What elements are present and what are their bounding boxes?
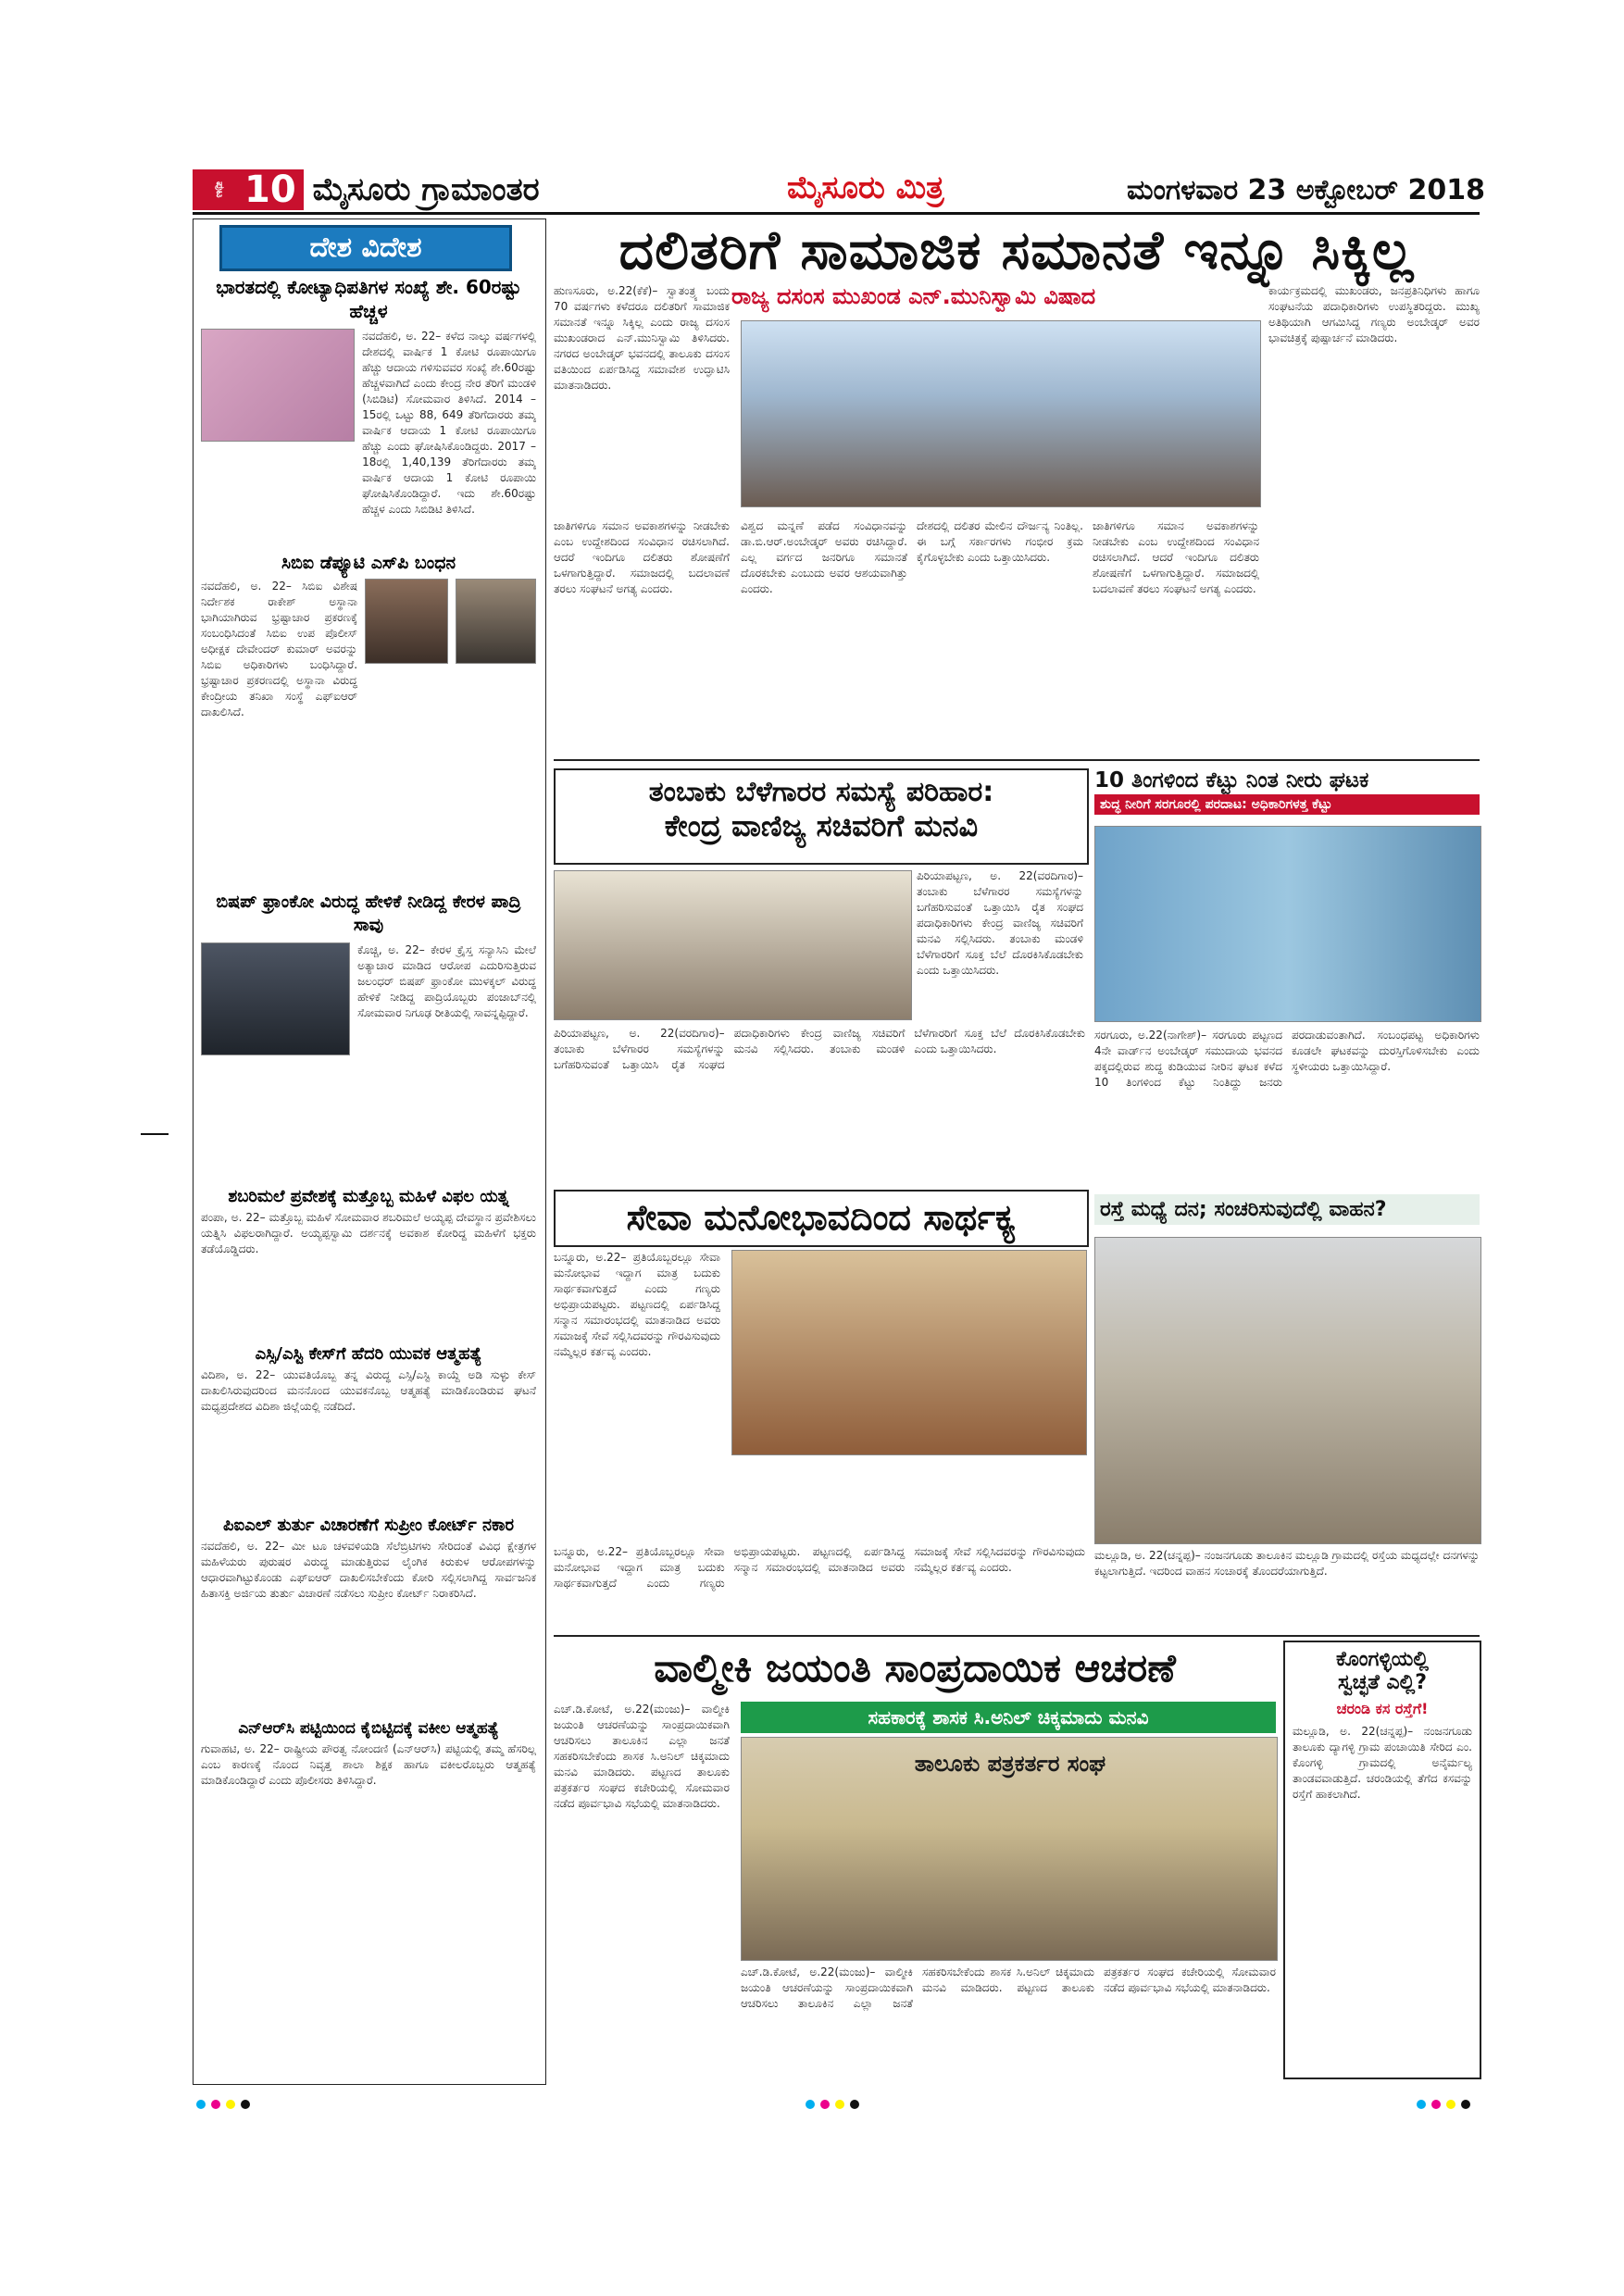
valmiki-meeting-photo — [741, 1737, 1278, 1961]
water-headline: 10 ತಿಂಗಳಿಂದ ಕೆಟ್ಟು ನಿಂತ ನೀರು ಘಟಕ — [1094, 768, 1369, 792]
road-headline-block — [1094, 1194, 1480, 1229]
lead-event-photo — [741, 320, 1261, 507]
story-body: ಪಂಪಾ, ಅ. 22– ಮತ್ತೊಬ್ಬ ಮಹಿಳೆ ಸೋಮವಾರ ಶಬರಿಮಲೆ ಅಯ್ಯಪ್ಪ ದೇವಸ್ಥಾನ ಪ್ರವೇಶಿಸಲು ಯತ್ನಿಸಿ ವಿಫಲರಾಗಿದ್ದಾರೆ. ಅಯ್ಯಪ್ಪಸ್ವಾಮಿ ದರ್ಶನಕ್ಕೆ ಅವಕಾಶ ಕೋರಿದ್ದ ಮಹಿಳೆಗೆ ಭಕ್ತರು ತಡೆಯೊಡ್ಡಿದರು. — [201, 1211, 536, 1255]
story-body: ಗುವಾಹಟಿ, ಅ. 22– ರಾಷ್ಟ್ರೀಯ ಪೌರತ್ವ ನೋಂದಣಿ (ಎನ್‌ಆರ್‌ಸಿ) ಪಟ್ಟಿಯಲ್ಲಿ ತಮ್ಮ ಹೆಸರಿಲ್ಲ ಎಂಬ ಕಾರಣಕ್ಕೆ ನೊಂದ ನಿವೃತ್ತ ಶಾಲಾ ಶಿಕ್ಷಕ ಹಾಗೂ ವಕೀಲರೊಬ್ಬರು ಆತ್ಮಹತ್ಯೆ ಮಾಡಿಕೊಂಡಿದ್ದಾರೆ ಎಂದು ಪೊಲೀಸರು ತಿಳಿಸಿದ್ದಾರೆ. — [201, 1742, 536, 1787]
world-news-column — [193, 218, 546, 2085]
registration-mark — [141, 1133, 169, 1135]
seva-headline-box — [554, 1190, 1089, 1247]
story-scst-case — [201, 1344, 536, 1520]
water-subhead: ಶುದ್ಧ ನೀರಿಗೆ ಸರಗೂರಲ್ಲಿ ಪರದಾಟ: ಅಧಿಕಾರಿಗಳತ್ತ ಕೆಟ್ಟು — [1094, 794, 1480, 815]
road-headline: ರಸ್ತೆ ಮಧ್ಯೆ ದನ; ಸಂಚರಿಸುವುದೆಲ್ಲಿ ವಾಹನ? — [1094, 1194, 1480, 1225]
section-title: ಮೈಸೂರು ಗ್ರಾಮಾಂತರ — [312, 171, 540, 208]
story-headline: ಪಿಐಎಲ್ ತುರ್ತು ವಿಚಾರಣೆಗೆ ಸುಪ್ರೀಂ ಕೋರ್ಟ್ ನಕಾರ — [223, 1516, 514, 1535]
section-badge: ದೇಶ ವಿದೇಶ — [219, 225, 512, 271]
priest-photo — [201, 942, 350, 1055]
kongalli-headline-2: ಸ್ವಚ್ಛತೆ ಎಲ್ಲಿ? — [1337, 1671, 1428, 1694]
story-body: ಕೊಚ್ಚಿ, ಅ. 22– ಕೇರಳ ಕ್ರೈಸ್ತ ಸನ್ಯಾಸಿನಿ ಮೇಲೆ ಅತ್ಯಾಚಾರ ಮಾಡಿದ ಆರೋಪ ಎದುರಿಸುತ್ತಿರುವ ಜಲಂಧರ್ ಬಿಷಪ್ ಫ್ರಾಂಕೋ ಮುಳಕ್ಕಲ್ ವಿರುದ್ಧ ಹೇಳಿಕೆ ನೀಡಿದ್ದ ಪಾದ್ರಿಯೊಬ್ಬರು ಪಂಜಾಬ್‌ನಲ್ಲಿ ಸೋಮವಾರ ನಿಗೂಢ ರೀತಿಯಲ್ಲಿ ಸಾವನ್ನಪ್ಪಿದ್ದಾರೆ. — [357, 943, 536, 1019]
lead-column-1: ಹುಣಸೂರು, ಅ.22(ಕೆಕೆ)– ಸ್ವಾತಂತ್ರ್ಯ ಬಂದು 70 ವರ್ಷಗಳು ಕಳೆದರೂ ದಲಿತರಿಗೆ ಸಾಮಾಜಿಕ ಸಮಾನತೆ ಇನ್ನೂ ಸಿಕ್ಕಿಲ್ಲ ಎಂದು ರಾಜ್ಯ ದಸಂಸ ಮುಖಂಡರಾದ ಎನ್.ಮುನಿಸ್ವಾಮಿ ತಿಳಿಸಿದರು. ನಗರದ ಅಂಬೇಡ್ಕರ್ ಭವನದಲ್ಲಿ ತಾಲೂಕು ದಸಂಸ ವತಿಯಿಂದ ಏರ್ಪಡಿಸಿದ್ದ ಸಮಾವೇಶ ಉದ್ಘಾಟಿಸಿ ಮಾತನಾಡಿದರು. — [554, 284, 730, 392]
water-body: ಸರಗೂರು, ಅ.22(ನಾಗೇಶ್)– ಸರಗೂರು ಪಟ್ಟಣದ 4ನೇ ವಾರ್ಡ್‌ನ ಅಂಬೇಡ್ಕರ್ ಸಮುದಾಯ ಭವನದ ಪಕ್ಕದಲ್ಲಿರುವ ಶುದ್ಧ ಕುಡಿಯುವ ನೀರಿನ ಘಟಕ ಕಳೆದ 10 ತಿಂಗಳಿಂದ ಕೆಟ್ಟು ನಿಂತಿದ್ದು ಜನರು ಪರದಾಡುವಂತಾಗಿದೆ. ಸಂಬಂಧಪಟ್ಟ ಅಧಿಕಾರಿಗಳು ಕೂಡಲೇ ಘಟಕವನ್ನು ದುರಸ್ತಿಗೊಳಿಸಬೇಕು ಎಂದು ಸ್ಥಳೀಯರು ಒತ್ತಾಯಿಸಿದ್ದಾರೆ. — [1094, 1029, 1480, 1089]
lead-subhead: ರಾಜ್ಯ ದಸಂಸ ಮುಖಂಡ ಎನ್.ಮುನಿಸ್ವಾಮಿ ವಿಷಾದ — [731, 283, 1096, 309]
story-millionaires — [201, 275, 536, 532]
road-cattle-photo — [1094, 1237, 1481, 1544]
story-sabarimala — [201, 1187, 536, 1349]
story-cbi — [201, 553, 536, 884]
lead-headline: ದಲಿತರಿಗೆ ಸಾಮಾಜಿಕ ಸಮಾನತೆ ಇನ್ನೂ ಸಿಕ್ಕಿಲ್ಲ — [618, 218, 1415, 281]
valmiki-banner-text: ತಾಲೂಕು ಪತ್ರಕರ್ತರ ಸಂಘ — [914, 1751, 1106, 1777]
valmiki-strip: ಸಹಕಾರಕ್ಕೆ ಶಾಸಕ ಸಿ.ಅನಿಲ್ ಚಿಕ್ಕಮಾದು ಮನವಿ — [741, 1702, 1276, 1733]
seva-felicitation-photo — [731, 1250, 1087, 1455]
lead-column-5: ಕಾರ್ಯಕ್ರಮದಲ್ಲಿ ಮುಖಂಡರು, ಜನಪ್ರತಿನಿಧಿಗಳು ಹಾಗೂ ಸಂಘಟನೆಯ ಪದಾಧಿಕಾರಿಗಳು ಉಪಸ್ಥಿತರಿದ್ದರು. ಮುಖ್ಯ ಅತಿಥಿಯಾಗಿ ಆಗಮಿಸಿದ್ದ ಗಣ್ಯರು ಅಂಬೇಡ್ಕರ್ ಅವರ ಭಾವಚಿತ್ರಕ್ಕೆ ಪುಷ್ಪಾರ್ಚನೆ ಮಾಡಿದರು. — [1268, 284, 1480, 344]
lead-column-4: ಜಾತಿಗಳಿಗೂ ಸಮಾನ ಅವಕಾಶಗಳನ್ನು ನೀಡಬೇಕು ಎಂಬ ಉದ್ದೇಶದಿಂದ ಸಂವಿಧಾನ ರಚಿಸಲಾಗಿದೆ. ಆದರೆ ಇಂದಿಗೂ ದಲಿತರು ಶೋಷಣೆಗೆ ಒಳಗಾಗುತ್ತಿದ್ದಾರೆ. ಸಮಾಜದಲ್ಲಿ ಬದಲಾವಣೆ ತರಲು ಸಂಘಟನೆ ಅಗತ್ಯ ಎಂದರು. — [1093, 519, 1259, 595]
story-body: ನವದೆಹಲಿ, ಅ. 22– ಮೀ ಟೂ ಚಳವಳಿಯಡಿ ಸೆಲೆಬ್ರಿಟಿಗಳು ಸೇರಿದಂತೆ ವಿವಿಧ ಕ್ಷೇತ್ರಗಳ ಮಹಿಳೆಯರು ಪುರುಷರ ವಿರುದ್ಧ ಮಾಡುತ್ತಿರುವ ಲೈಂಗಿಕ ಕಿರುಕುಳ ಆರೋಪಗಳನ್ನು ಆಧಾರವಾಗಿಟ್ಟುಕೊಂಡು ಎಫ್‌ಐಆರ್ ದಾಖಲಿಸಬೇಕೆಂದು ಕೋರಿ ಸಲ್ಲಿಸಲಾಗಿದ್ದ ಸಾರ್ವಜನಿಕ ಹಿತಾಸಕ್ತಿ ಅರ್ಜಿಯ ತುರ್ತು ವಿಚಾರಣೆ ನಡೆಸಲು ಸುಪ್ರೀಂ ಕೋರ್ಟ್ ನಿರಾಕರಿಸಿದೆ. — [201, 1540, 536, 1600]
tobacco-body: ಪಿರಿಯಾಪಟ್ಟಣ, ಅ. 22(ವರದಿಗಾರ)– ತಂಬಾಕು ಬೆಳೆಗಾರರ ಸಮಸ್ಯೆಗಳನ್ನು ಬಗೆಹರಿಸುವಂತೆ ಒತ್ತಾಯಿಸಿ ರೈತ ಸಂಘದ ಪದಾಧಿಕಾರಿಗಳು ಕೇಂದ್ರ ವಾಣಿಜ್ಯ ಸಚಿವರಿಗೆ ಮನವಿ ಸಲ್ಲಿಸಿದರು. ತಂಬಾಕು ಮಂಡಳಿ ಬೆಳೆಗಾರರಿಗೆ ಸೂಕ್ತ ಬೆಲೆ ದೊರಕಿಸಿಕೊಡಬೇಕು ಎಂದು ಒತ್ತಾಯಿಸಿದರು. — [554, 1027, 1085, 1071]
kongalli-headline-1: ಕೊಂಗಳ್ಳಿಯಲ್ಲಿ — [1335, 1648, 1430, 1671]
valmiki-body-1: ಎಚ್.ಡಿ.ಕೋಟೆ, ಅ.22(ಮಂಜು)– ವಾಲ್ಮೀಕಿ ಜಯಂತಿ ಆಚರಣೆಯನ್ನು ಸಾಂಪ್ರದಾಯಿಕವಾಗಿ ಆಚರಿಸಲು ತಾಲೂಕಿನ ಎಲ್ಲಾ ಜನತೆ ಸಹಕರಿಸಬೇಕೆಂದು ಶಾಸಕ ಸಿ.ಅನಿಲ್ ಚಿಕ್ಕಮಾದು ಮನವಿ ಮಾಡಿದರು. ಪಟ್ಟಣದ ತಾಲೂಕು ಪತ್ರಕರ್ತರ ಸಂಘದ ಕಚೇರಿಯಲ್ಲಿ ಸೋಮವಾರ ನಡೆದ ಪೂರ್ವಭಾವಿ ಸಭೆಯಲ್ಲಿ ಮಾತನಾಡಿದರು. — [554, 1703, 730, 1810]
story-headline: ಎಸ್ಸಿ/ಎಸ್ಟಿ ಕೇಸ್‌ಗೆ ಹೆದರಿ ಯುವಕ ಆತ್ಮಹತ್ಯೆ — [255, 1344, 482, 1364]
lead-column-2: ವಿಶ್ವದ ಮನ್ನಣೆ ಪಡೆದ ಸಂವಿಧಾನವನ್ನು ಡಾ.ಬಿ.ಆರ್.ಅಂಬೇಡ್ಕರ್ ಅವರು ರಚಿಸಿದ್ದಾರೆ. ಎಲ್ಲ ವರ್ಗದ ಜನರಿಗೂ ಸಮಾನತೆ ದೊರಕಬೇಕು ಎಂಬುದು ಅವರ ಆಶಯವಾಗಿತ್ತು ಎಂದರು. — [741, 519, 907, 595]
tobacco-body-side: ಪಿರಿಯಾಪಟ್ಟಣ, ಅ. 22(ವರದಿಗಾರ)– ತಂಬಾಕು ಬೆಳೆಗಾರರ ಸಮಸ್ಯೆಗಳನ್ನು ಬಗೆಹರಿಸುವಂತೆ ಒತ್ತಾಯಿಸಿ ರೈತ ಸಂಘದ ಪದಾಧಿಕಾರಿಗಳು ಕೇಂದ್ರ ವಾಣಿಜ್ಯ ಸಚಿವರಿಗೆ ಮನವಿ ಸಲ್ಲಿಸಿದರು. ತಂಬಾಕು ಮಂಡಳಿ ಬೆಳೆಗಾರರಿಗೆ ಸೂಕ್ತ ಬೆಲೆ ದೊರಕಿಸಿಕೊಡಬೇಕು ಎಂದು ಒತ್ತಾಯಿಸಿದರು. — [917, 869, 1083, 977]
tobacco-headline-2: ಕೇಂದ್ರ ವಾಣಿಜ್ಯ ಸಚಿವರಿಗೆ ಮನವಿ — [664, 808, 979, 843]
story-body: ನವದೆಹಲಿ, ಅ. 22– ಸಿಬಿಐ ವಿಶೇಷ ನಿರ್ದೇಶಕ ರಾಕೇಶ್ ಅಸ್ಥಾನಾ ಭಾಗಿಯಾಗಿರುವ ಭ್ರಷ್ಟಾಚಾರ ಪ್ರಕರಣಕ್ಕೆ ಸಂಬಂಧಿಸಿದಂತೆ ಸಿಬಿಐ ಉಪ ಪೊಲೀಸ್ ಅಧೀಕ್ಷಕ ದೇವೇಂದರ್ ಕುಮಾರ್ ಅವರನ್ನು ಸಿಬಿಐ ಅಧಿಕಾರಿಗಳು ಬಂಧಿಸಿದ್ದಾರೆ. ಭ್ರಷ್ಟಾಚಾರ ಪ್ರಕರಣದಲ್ಲಿ ಅಸ್ಥಾನಾ ವಿರುದ್ಧ ಕೇಂದ್ರೀಯ ತನಿಖಾ ಸಂಸ್ಥೆ ಎಫ್‌ಐಆರ್ ದಾಖಲಿಸಿದೆ. — [201, 580, 358, 718]
story-kerala-priest — [201, 891, 536, 1174]
story-nrc-lawyer — [201, 1719, 536, 1890]
road-caption: ಮಲ್ಲೂಡಿ, ಅ. 22(ಚನ್ನಪ್ಪ)– ನಂಜನಗೂಡು ತಾಲೂಕಿನ ಮಲ್ಲೂಡಿ ಗ್ರಾಮದಲ್ಲಿ ರಸ್ತೆಯ ಮಧ್ಯದಲ್ಲೇ ದನಗಳನ್ನು ಕಟ್ಟಲಾಗುತ್ತಿದೆ. ಇದರಿಂದ ವಾಹನ ಸಂಚಾರಕ್ಕೆ ತೊಂದರೆಯಾಗುತ್ತಿದೆ. — [1094, 1549, 1480, 1578]
bottom-divider — [554, 1635, 1480, 1637]
page-prefix: ಪುಟ — [214, 181, 227, 198]
color-dots-right — [1417, 2100, 1470, 2109]
page-number-box — [193, 169, 304, 210]
story-headline: ಬಿಷಪ್ ಫ್ರಾಂಕೋ ವಿರುದ್ಧ ಹೇಳಿಕೆ ನೀಡಿದ್ದ ಕೇರಳ ಪಾದ್ರಿ ಸಾವು — [216, 892, 521, 935]
story-body: ವಿದಿಶಾ, ಅ. 22– ಯುವತಿಯೊಬ್ಬ ತನ್ನ ವಿರುದ್ಧ ಎಸ್ಸಿ/ಎಸ್ಟಿ ಕಾಯ್ದೆ ಅಡಿ ಸುಳ್ಳು ಕೇಸ್ ದಾಖಲಿಸಿರುವುದರಿಂದ ಮನನೊಂದ ಯುವಕನೊಬ್ಬ ಆತ್ಮಹತ್ಯೆ ಮಾಡಿಕೊಂಡಿರುವ ಘಟನೆ ಮಧ್ಯಪ್ರದೇಶದ ವಿದಿಶಾ ಜಿಲ್ಲೆಯಲ್ಲಿ ನಡೆದಿದೆ. — [201, 1368, 536, 1413]
story-headline: ಎನ್‌ಆರ್‌ಸಿ ಪಟ್ಟಿಯಿಂದ ಕೈಬಿಟ್ಟಿದಕ್ಕೆ ವಕೀಲ ಆತ್ಮಹತ್ಯೆ — [238, 1719, 499, 1738]
water-plant-photo — [1094, 826, 1481, 1022]
officer-photo-1 — [365, 579, 448, 664]
lead-column-1b: ಜಾತಿಗಳಿಗೂ ಸಮಾನ ಅವಕಾಶಗಳನ್ನು ನೀಡಬೇಕು ಎಂಬ ಉದ್ದೇಶದಿಂದ ಸಂವಿಧಾನ ರಚಿಸಲಾಗಿದೆ. ಆದರೆ ಇಂದಿಗೂ ದಲಿತರು ಶೋಷಣೆಗೆ ಒಳಗಾಗುತ್ತಿದ್ದಾರೆ. ಸಮಾಜದಲ್ಲಿ ಬದಲಾವಣೆ ತರಲು ಸಂಘಟನೆ ಅಗತ್ಯ ಎಂದರು. — [554, 519, 730, 595]
tobacco-headline-1: ತಂಬಾಕು ಬೆಳೆಗಾರರ ಸಮಸ್ಯೆ ಪರಿಹಾರ: — [648, 776, 994, 808]
story-headline: ಶಬರಿಮಲೆ ಪ್ರವೇಶಕ್ಕೆ ಮತ್ತೊಬ್ಬ ಮಹಿಳೆ ವಿಫಲ ಯತ್ನ — [228, 1187, 509, 1206]
currency-notes-photo — [201, 329, 355, 442]
water-headline-block — [1094, 768, 1480, 822]
valmiki-headline: ವಾಲ್ಮೀಕಿ ಜಯಂತಿ ಸಾಂಪ್ರದಾಯಿಕ ಆಚರಣೆ — [654, 1645, 1176, 1691]
story-headline: ಸಿಬಿಐ ಡೆಪ್ಯೂಟಿ ಎಸ್‌ಪಿ ಬಂಧನ — [281, 553, 456, 573]
story-headline: ಭಾರತದಲ್ಲಿ ಕೋಟ್ಯಾಧಿಪತಿಗಳ ಸಂಖ್ಯೆ ಶೇ. 60ರಷ್ಟು ಹೆಚ್ಚಳ — [216, 276, 521, 322]
color-dots-left — [196, 2100, 250, 2109]
valmiki-body-2: ಎಚ್.ಡಿ.ಕೋಟೆ, ಅ.22(ಮಂಜು)– ವಾಲ್ಮೀಕಿ ಜಯಂತಿ ಆಚರಣೆಯನ್ನು ಸಾಂಪ್ರದಾಯಿಕವಾಗಿ ಆಚರಿಸಲು ತಾಲೂಕಿನ ಎಲ್ಲಾ ಜನತೆ ಸಹಕರಿಸಬೇಕೆಂದು ಶಾಸಕ ಸಿ.ಅನಿಲ್ ಚಿಕ್ಕಮಾದು ಮನವಿ ಮಾಡಿದರು. ಪಟ್ಟಣದ ತಾಲೂಕು ಪತ್ರಕರ್ತರ ಸಂಘದ ಕಚೇರಿಯಲ್ಲಿ ಸೋಮವಾರ ನಡೆದ ಪೂರ್ವಭಾವಿ ಸಭೆಯಲ್ಲಿ ಮಾತನಾಡಿದರು. — [741, 1965, 1276, 2010]
seva-body-1: ಬನ್ನೂರು, ಅ.22– ಪ್ರತಿಯೊಬ್ಬರಲ್ಲೂ ಸೇವಾ ಮನೋಭಾವ ಇದ್ದಾಗ ಮಾತ್ರ ಬದುಕು ಸಾರ್ಥಕವಾಗುತ್ತದೆ ಎಂದು ಗಣ್ಯರು ಅಭಿಪ್ರಾಯಪಟ್ಟರು. ಪಟ್ಟಣದಲ್ಲಿ ಏರ್ಪಡಿಸಿದ್ದ ಸನ್ಮಾನ ಸಮಾರಂಭದಲ್ಲಿ ಮಾತನಾಡಿದ ಅವರು ಸಮಾಜಕ್ಕೆ ಸೇವೆ ಸಲ್ಲಿಸಿದವರನ್ನು ಗೌರವಿಸುವುದು ನಮ್ಮೆಲ್ಲರ ಕರ್ತವ್ಯ ಎಂದರು. — [554, 1251, 720, 1358]
story-body: ನವದೆಹಲಿ, ಅ. 22– ಕಳೆದ ನಾಲ್ಕು ವರ್ಷಗಳಲ್ಲಿ ದೇಶದಲ್ಲಿ ವಾರ್ಷಿಕ 1 ಕೋಟಿ ರೂಪಾಯಿಗೂ ಹೆಚ್ಚು ಆದಾಯ ಗಳಿಸುವವರ ಸಂಖ್ಯೆ ಶೇ.60ರಷ್ಟು ಹೆಚ್ಚಳವಾಗಿದೆ ಎಂದು ಕೇಂದ್ರ ನೇರ ತೆರಿಗೆ ಮಂಡಳಿ (ಸಿಬಿಡಿಟಿ) ಸೋಮವಾರ ತಿಳಿಸಿದೆ. 2014 –15ರಲ್ಲಿ ಒಟ್ಟು 88, 649 ತೆರಿಗೆದಾರರು ತಮ್ಮ ವಾರ್ಷಿಕ ಆದಾಯ 1 ಕೋಟಿ ರೂಪಾಯಿಗೂ ಹೆಚ್ಚು ಎಂದು ಘೋಷಿಸಿಕೊಂಡಿದ್ದರು. 2017 –18ರಲ್ಲಿ 1,40,139 ತೆರಿಗೆದಾರರು ತಮ್ಮ ವಾರ್ಷಿಕ ಆದಾಯ 1 ಕೋಟಿ ರೂಪಾಯಿ ಘೋಷಿಸಿಕೊಂಡಿದ್ದಾರೆ. ಇದು ಶೇ.60ರಷ್ಟು ಹೆಚ್ಚಳ ಎಂದು ಸಿಬಿಡಿಟಿ ತಿಳಿಸಿದೆ. — [362, 330, 536, 516]
color-dots-center — [806, 2100, 859, 2109]
page-masthead — [193, 169, 540, 210]
seva-headline: ಸೇವಾ ಮನೋಭಾವದಿಂದ ಸಾರ್ಥಕ್ಯ — [626, 1197, 1017, 1238]
lead-divider — [554, 759, 1480, 761]
newspaper-brand: ಮೈಸೂರು ಮಿತ್ರ — [787, 169, 944, 206]
kongalli-body: ಮಲ್ಲೂಡಿ, ಅ. 22(ಚನ್ನಪ್ಪ)– ನಂಜನಗೂಡು ತಾಲೂಕು ದ್ಯಾಗಳ್ಳಿ ಗ್ರಾಮ ಪಂಚಾಯಿತಿ ಸೇರಿದ ಎಂ. ಕೊಂಗಳ್ಳಿ ಗ್ರಾಮದಲ್ಲಿ ಅನೈರ್ಮಲ್ಯ ತಾಂಡವವಾಡುತ್ತಿದೆ. ಚರಂಡಿಯಲ್ಲಿ ತೆಗೆದ ಕಸವನ್ನು ರಸ್ತೆಗೆ ಹಾಕಲಾಗಿದೆ. — [1293, 1725, 1472, 1801]
officer-photo-2 — [456, 579, 536, 664]
story-pil-supreme-court — [201, 1516, 536, 1710]
lead-column-3: ದೇಶದಲ್ಲಿ ದಲಿತರ ಮೇಲಿನ ದೌರ್ಜನ್ಯ ನಿಂತಿಲ್ಲ. ಈ ಬಗ್ಗೆ ಸರ್ಕಾರಗಳು ಗಂಭೀರ ಕ್ರಮ ಕೈಗೊಳ್ಳಬೇಕು ಎಂದು ಒತ್ತಾಯಿಸಿದರು. — [917, 519, 1083, 564]
publication-date: ಮಂಗಳವಾರ 23 ಅಕ್ಟೋಬರ್ 2018 — [1127, 174, 1485, 206]
kongalli-subhead: ಚರಂಡಿ ಕಸ ರಸ್ತೆಗೆ! — [1336, 1700, 1429, 1717]
tobacco-meeting-photo — [554, 870, 912, 1020]
seva-body-2: ಬನ್ನೂರು, ಅ.22– ಪ್ರತಿಯೊಬ್ಬರಲ್ಲೂ ಸೇವಾ ಮನೋಭಾವ ಇದ್ದಾಗ ಮಾತ್ರ ಬದುಕು ಸಾರ್ಥಕವಾಗುತ್ತದೆ ಎಂದು ಗಣ್ಯರು ಅಭಿಪ್ರಾಯಪಟ್ಟರು. ಪಟ್ಟಣದಲ್ಲಿ ಏರ್ಪಡಿಸಿದ್ದ ಸನ್ಮಾನ ಸಮಾರಂಭದಲ್ಲಿ ಮಾತನಾಡಿದ ಅವರು ಸಮಾಜಕ್ಕೆ ಸೇವೆ ಸಲ್ಲಿಸಿದವರನ್ನು ಗೌರವಿಸುವುದು ನಮ್ಮೆಲ್ಲರ ಕರ್ತವ್ಯ ಎಂದರು. — [554, 1545, 1085, 1590]
page-number: 10 — [244, 168, 296, 211]
tobacco-headline-box — [554, 768, 1089, 865]
masthead-rule — [193, 212, 1480, 215]
kongalli-box — [1283, 1641, 1481, 2079]
